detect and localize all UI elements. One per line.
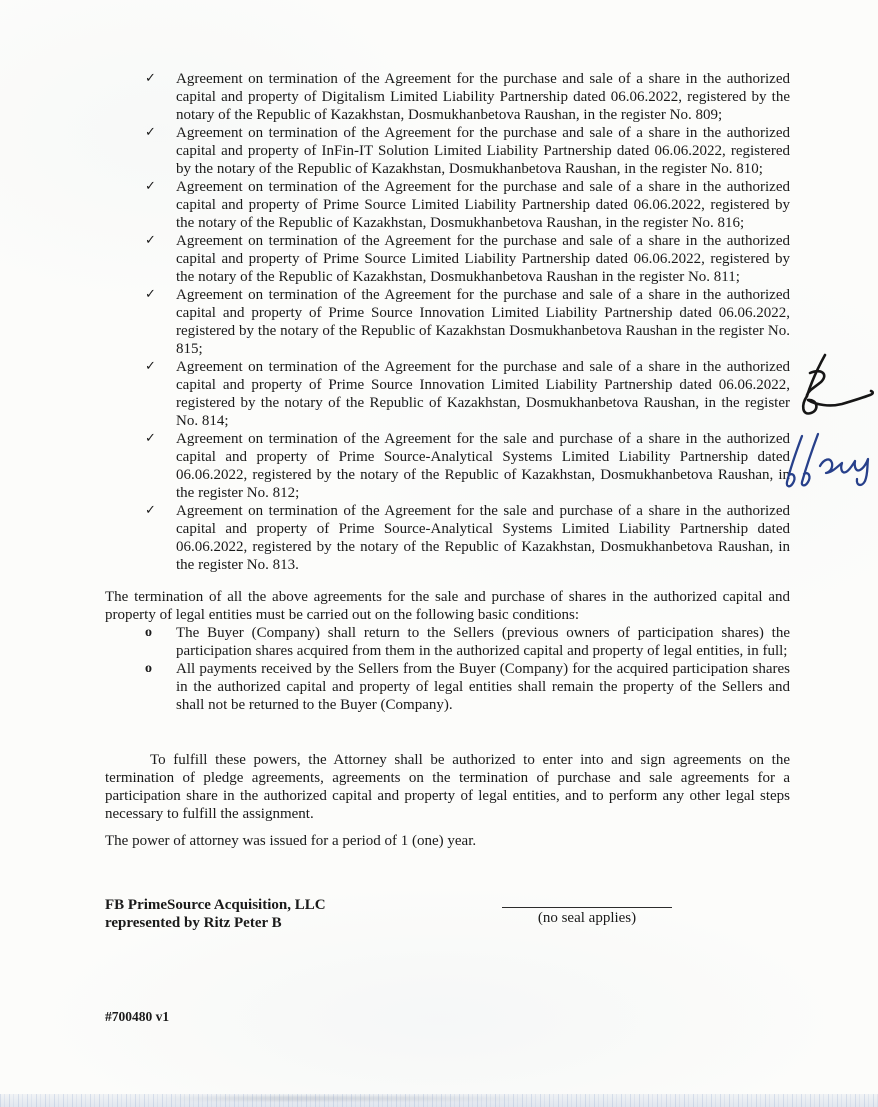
checklist-item [105, 358, 790, 430]
condition-item-text: All payments received by the Sellers from the Buyer (Company) for the acquired participation shares in the authorized capital and property of legal entities shall remain the property of the Sellers and shall not be returned to the Buyer (Company). [176, 661, 790, 713]
checklist-item-text: Agreement on termination of the Agreement for the purchase and sale of a share in the authorized capital and property of Prime Source Innovation Limited Liability Partnership dated 06.06.2022, registered by the notary of the Republic of Kazakhstan, Dosmukhanbetova Raushan, in the register No. 814; [176, 359, 790, 429]
circle-bullet-icon: o [145, 661, 152, 676]
checkmark-icon: ✓ [145, 287, 156, 302]
handwritten-initials-black-ink [792, 350, 878, 432]
checklist-item [105, 232, 790, 286]
checkmark-icon: ✓ [145, 125, 156, 140]
circle-bullet-icon: o [145, 625, 152, 640]
checkmark-icon: ✓ [145, 179, 156, 194]
agreements-checklist [105, 70, 790, 574]
checkmark-icon: ✓ [145, 503, 156, 518]
validity-paragraph: The power of attorney was issued for a period of 1 (one) year. [105, 833, 477, 849]
condition-item [105, 660, 790, 714]
handwritten-signature-blue-ink [778, 426, 878, 500]
checklist-item-text: Agreement on termination of the Agreement for the sale and purchase of a share in the authorized capital and property of Prime Source-Analytical Systems Limited Liability Partnership dated 06.06.2022, registered by the notary of the Republic of Kazakhstan, Dosmukhanbetova Raushan, in the register No. 813. [176, 503, 790, 573]
powers-paragraph: To fulfill these powers, the Attorney shall be authorized to enter into and sign agreements on the termination of pledge agreements, agreements on the termination of purchase and sale agreements for a participation share in the authorized capital and property of legal entities, and to perform any other legal steps necessary to fulfill the assignment. [105, 752, 790, 822]
checklist-item-text: Agreement on termination of the Agreement for the sale and purchase of a share in the authorized capital and property of Prime Source-Analytical Systems Limited Liability Partnership dated 06.06.2022, registered by the notary of the Republic of Kazakhstan, Dosmukhanbetova Raushan, in the register No. 812; [176, 431, 790, 501]
signatory-company: FB PrimeSource Acquisition, LLC [105, 897, 326, 913]
checkmark-icon: ✓ [145, 431, 156, 446]
conditions-intro-paragraph: The termination of all the above agreements for the sale and purchase of shares in the authorized capital and property of legal entities must be carried out on the following basic conditions: [105, 589, 790, 623]
scan-edge-artifact [0, 1094, 878, 1107]
checklist-item [105, 70, 790, 124]
signatory-info [105, 896, 326, 932]
document-body [105, 70, 790, 1026]
checklist-item-text: Agreement on termination of the Agreement for the purchase and sale of a share in the authorized capital and property of Digitalism Limited Liability Partnership dated 06.06.2022, registered by the notary of the Republic of Kazakhstan, Dosmukhanbetova Raushan, in the register No. 809; [176, 71, 790, 123]
checklist-item [105, 124, 790, 178]
checklist-item [105, 178, 790, 232]
checklist-item-text: Agreement on termination of the Agreement for the purchase and sale of a share in the authorized capital and property of Prime Source Limited Liability Partnership dated 06.06.2022, registered by the notary of the Republic of Kazakhstan, Dosmukhanbetova Raushan in the register No. 811; [176, 233, 790, 285]
condition-item-text: The Buyer (Company) shall return to the Sellers (previous owners of participation shares) the participation shares acquired from them in the authorized capital and property of legal entities, in full; [176, 625, 790, 659]
checklist-item-text: Agreement on termination of the Agreement for the purchase and sale of a share in the authorized capital and property of Prime Source Innovation Limited Liability Partnership dated 06.06.2022, registered by the notary of the Republic of Kazakhstan Dosmukhanbetova Raushan in the register No. 815; [176, 287, 790, 357]
checkmark-icon: ✓ [145, 71, 156, 86]
checklist-item-text: Agreement on termination of the Agreement for the purchase and sale of a share in the authorized capital and property of Prime Source Limited Liability Partnership dated 06.06.2022, registered by the notary of the Republic of Kazakhstan, Dosmukhanbetova Raushan, in the register No. 816; [176, 179, 790, 231]
signatory-representative: represented by Ritz Peter B [105, 915, 282, 931]
seal-note: (no seal applies) [537, 910, 637, 926]
checklist-item [105, 286, 790, 358]
checklist-item [105, 430, 790, 502]
conditions-list [105, 624, 790, 714]
checkmark-icon: ✓ [145, 233, 156, 248]
checkmark-icon: ✓ [145, 359, 156, 374]
checklist-item [105, 502, 790, 574]
signature-block [105, 896, 790, 932]
signature-area [462, 896, 712, 932]
signature-line [502, 907, 672, 908]
checklist-item-text: Agreement on termination of the Agreement for the purchase and sale of a share in the authorized capital and property of InFin-IT Solution Limited Liability Partnership dated 06.06.2022, registered by the notary of the Republic of Kazakhstan, Dosmukhanbetova Raushan, in the register No. 810; [176, 125, 790, 177]
document-reference-number: #700480 v1 [105, 1009, 170, 1024]
condition-item [105, 624, 790, 660]
